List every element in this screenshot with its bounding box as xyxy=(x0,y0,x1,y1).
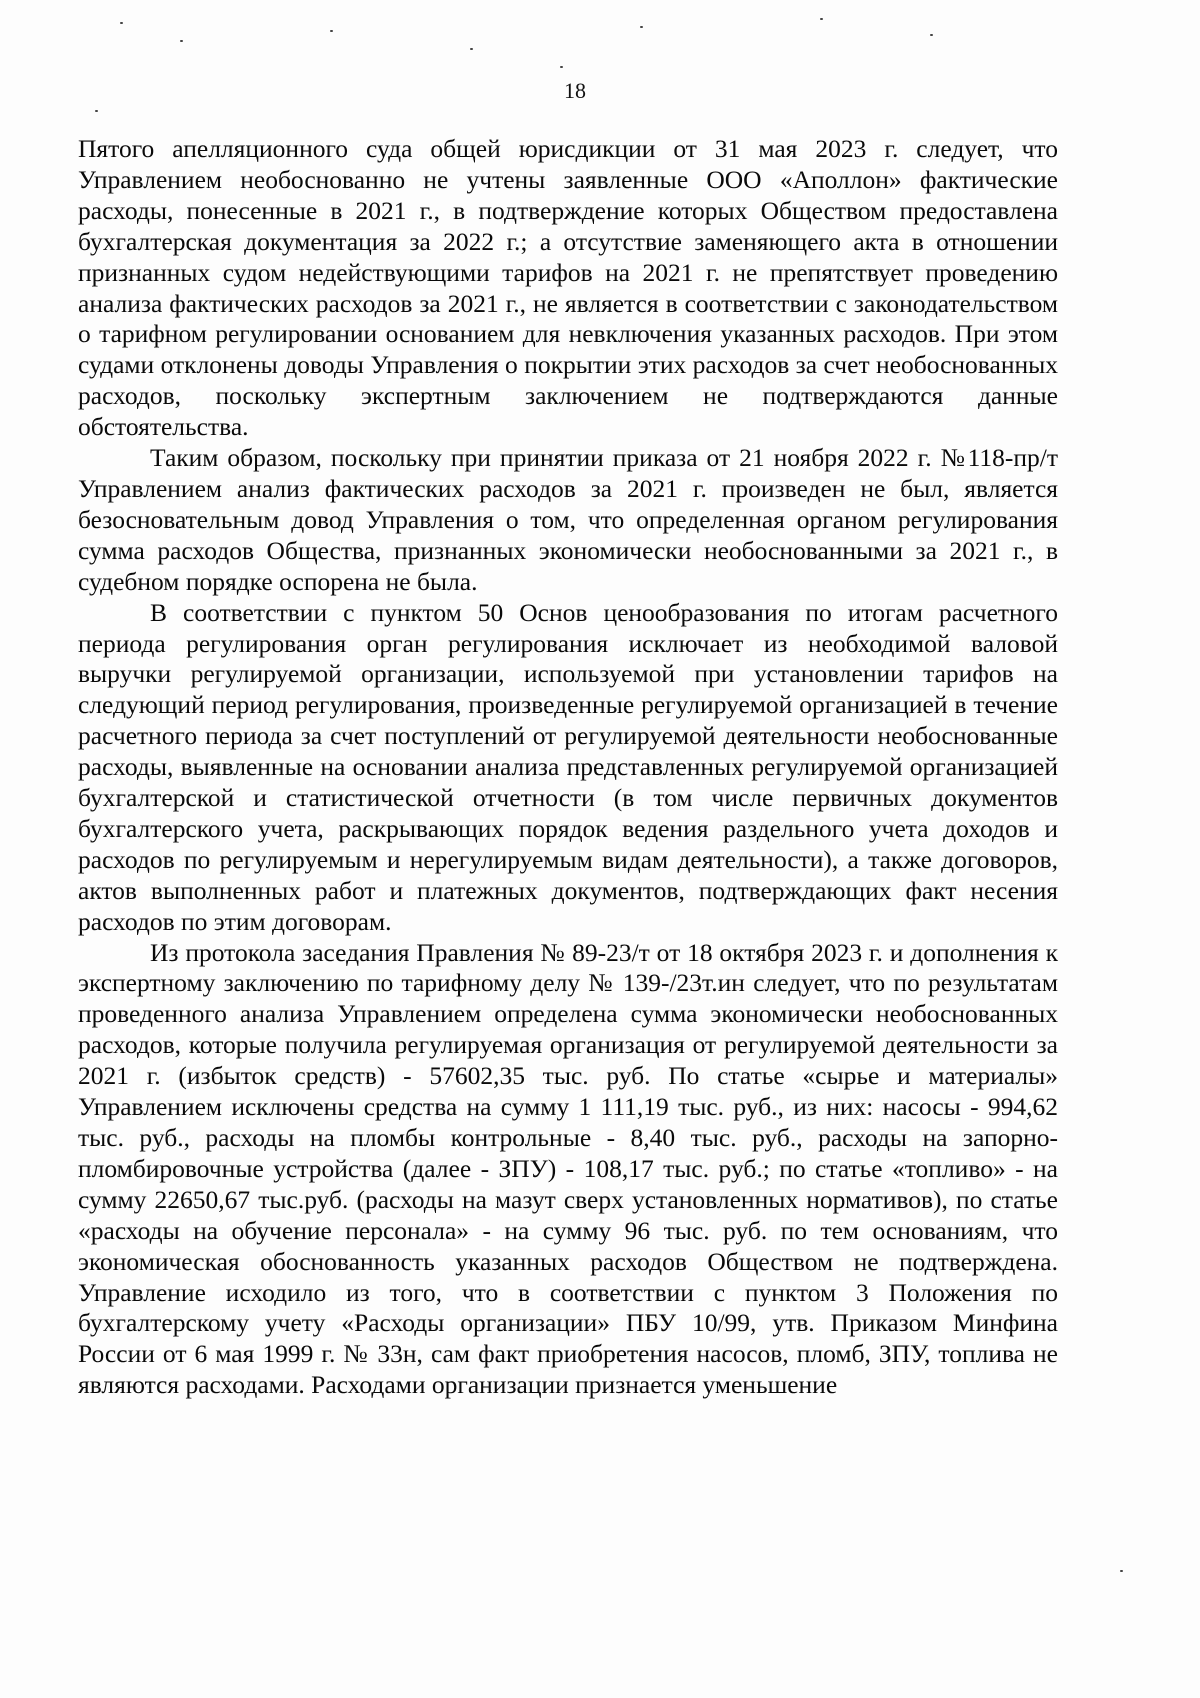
scan-noise xyxy=(95,110,98,112)
scan-noise xyxy=(640,26,643,28)
scan-noise xyxy=(560,66,563,68)
paragraph-4: Из протокола заседания Правления № 89-23/т от 18 октября 2023 г. и дополнения к экспертному заключению по тарифному делу № 139-/23т.ин следует, что по результатам проведенного анализа Управлением определена сумма экономически необоснованных расходов, которые получила регулируемая организация от регулируемой деятельности за 2021 г. (избыток средств) - 57602,35 тыс. руб. По статье «сырье и материалы» Управлением исключены средства на сумму 1 111,19 тыс. руб., из них: насосы - 994,62 тыс. руб., расходы на пломбы контрольные - 8,40 тыс. руб., расходы на запорно-пломбировочные устройства (далее - ЗПУ) - 108,17 тыс. руб.; по статье «топливо» - на сумму 22650,67 тыс.руб. (расходы на мазут сверх установленных нормативов), по статье «расходы на обучение персонала» - на сумму 96 тыс. руб. по тем основаниям, что экономическая обоснованность указанных расходов Обществом не подтверждена. Управление исходило из того, что в соответствии с пунктом 3 Положения по бухгалтерскому учету «Расходы организации» ПБУ 10/99, утв. Приказом Минфина России от 6 мая 1999 г. № 33н, сам факт приобретения насосов, пломб, ЗПУ, топлива не являются расходами. Расходами организации признается уменьшение xyxy=(78,937,1058,1400)
page-number: 18 xyxy=(564,78,586,103)
body-text xyxy=(78,134,1058,1401)
scan-noise xyxy=(470,48,473,50)
scan-noise xyxy=(120,22,123,24)
paragraph-3: В соответствии с пунктом 50 Основ ценообразования по итогам расчетного периода регулирования орган регулирования исключает из необходимой валовой выручки регулируемой организации, используемой при установлении тарифов на следующий период регулирования, произведенные регулируемой организацией в течение расчетного периода за счет поступлений от регулируемой деятельности необоснованные расходы, выявленные на основании анализа представленных регулируемой организацией бухгалтерской и статистической отчетности (в том числе первичных документов бухгалтерского учета, раскрывающих порядок ведения раздельного учета доходов и расходов по регулируемым и нерегулируемым видам деятельности), а также договоров, актов выполненных работ и платежных документов, подтверждающих факт несения расходов по этим договорам. xyxy=(78,597,1058,936)
paragraph-2: Таким образом, поскольку при принятии приказа от 21 ноября 2022 г. №118-пр/т Управлением анализ фактических расходов за 2021 г. произведен не был, является безосновательным довод Управления о том, что определенная органом регулирования сумма расходов Общества, признанных экономически необоснованными за 2021 г., в судебном порядке оспорена не была. xyxy=(78,443,1058,596)
scan-noise xyxy=(930,34,933,36)
scan-noise xyxy=(330,30,333,32)
scan-noise xyxy=(1120,1570,1123,1572)
scan-noise xyxy=(820,18,823,20)
paragraph-1: Пятого апелляционного суда общей юрисдикции от 31 мая 2023 г. следует, что Управлением необоснованно не учтены заявленные ООО «Аполлон» фактические расходы, понесенные в 2021 г., в подтверждение которых Обществом предоставлена бухгалтерская документация за 2022 г.; а отсутствие заменяющего акта в отношении признанных судом недействующими тарифов на 2021 г. не препятствует проведению анализа фактических расходов за 2021 г., не является в соответствии с законодательством о тарифном регулировании основанием для невключения указанных расходов. При этом судами отклонены доводы Управления о покрытии этих расходов за счет необоснованных расходов, поскольку экспертным заключением не подтверждаются данные обстоятельства. xyxy=(78,134,1058,442)
scan-noise xyxy=(180,40,183,42)
